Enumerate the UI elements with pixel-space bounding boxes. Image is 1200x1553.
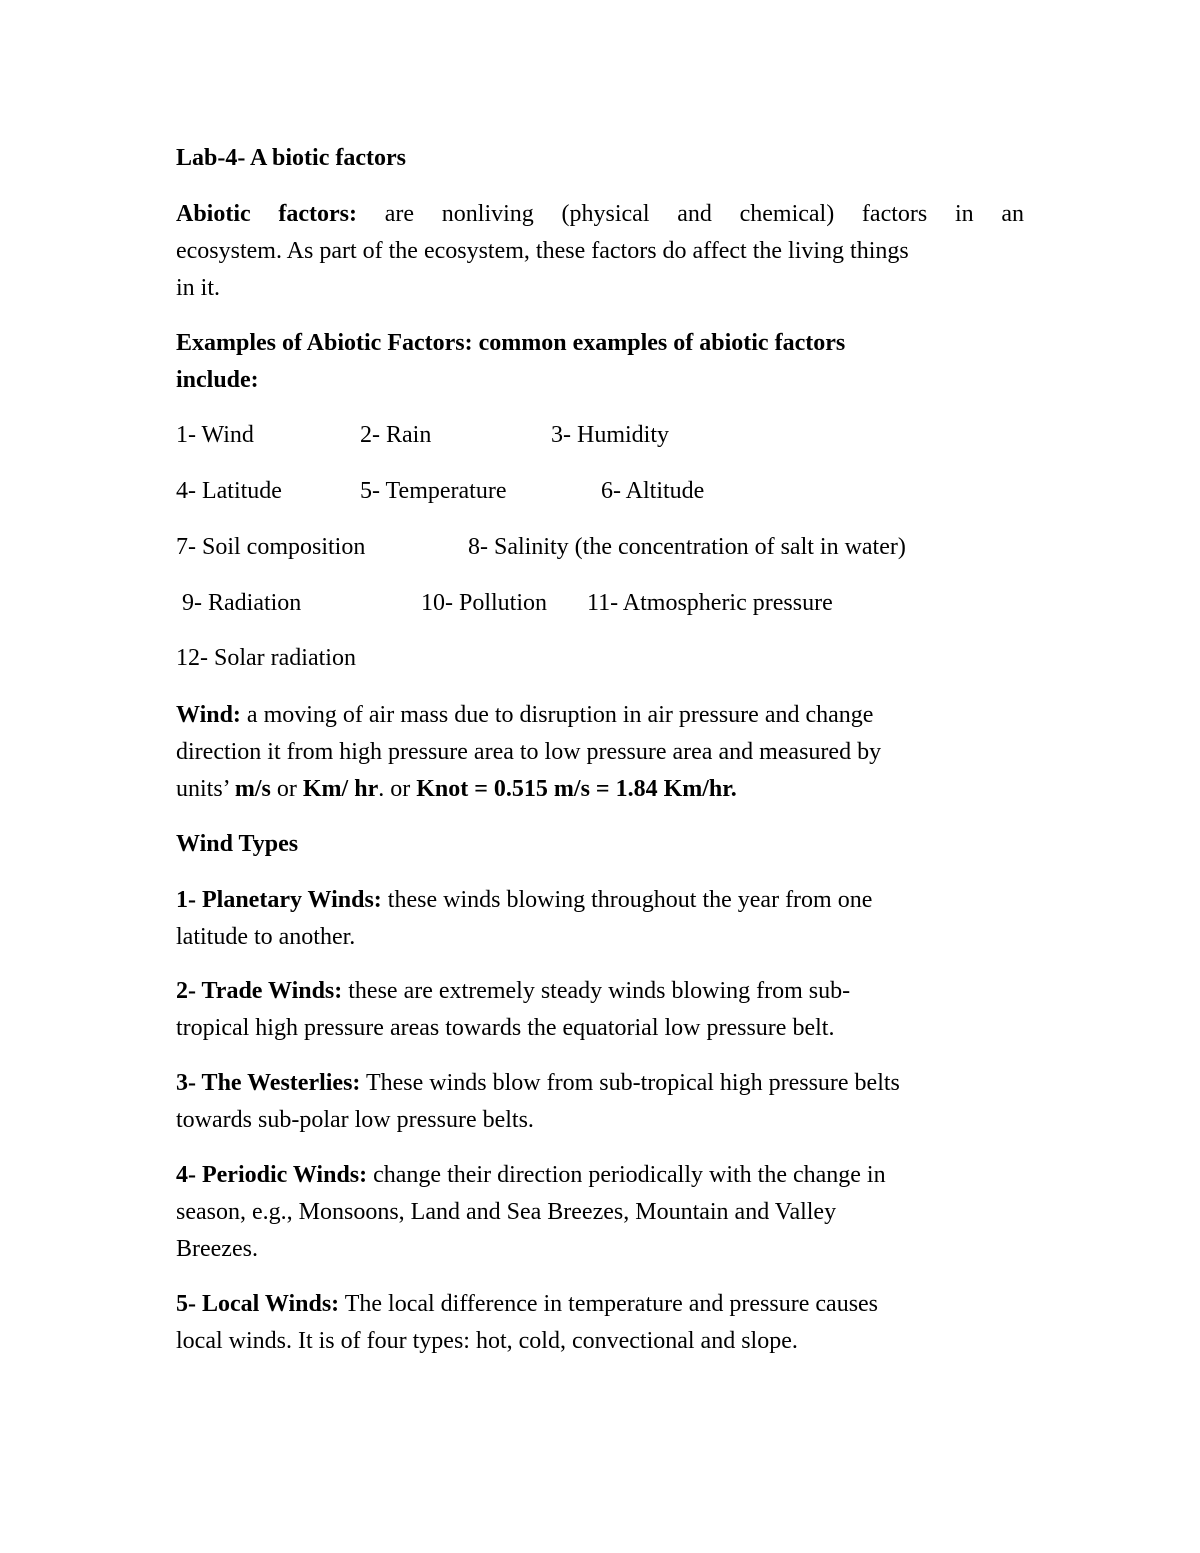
factor-item: 8- Salinity (the concentration of salt in water) xyxy=(468,534,906,560)
factor-item: 3- Humidity xyxy=(551,422,669,448)
wind-type-periodic xyxy=(176,1157,1024,1268)
wind-type-term: 5- Local Winds: xyxy=(176,1291,340,1317)
definition-term: Abiotic factors: xyxy=(176,201,358,227)
factor-item: 7- Soil composition xyxy=(176,534,366,560)
wind-type-text: Breezes. xyxy=(176,1236,258,1262)
definition-line-3: in it. xyxy=(176,275,221,301)
definition-line-1 xyxy=(176,196,1024,233)
wind-type-text: change their direction periodically with the change in xyxy=(367,1162,886,1188)
wind-type-text: towards sub-polar low pressure belts. xyxy=(176,1107,534,1133)
abiotic-definition xyxy=(176,196,1024,307)
factor-item: 9- Radiation xyxy=(182,590,302,616)
wind-types-heading-text: Wind Types xyxy=(176,831,299,857)
wind-type-text: season, e.g., Monsoons, Land and Sea Breezes, Mountain and Valley xyxy=(176,1199,837,1225)
wind-type-term: 2- Trade Winds: xyxy=(176,978,343,1004)
title-text: Lab-4- A biotic factors xyxy=(176,145,406,171)
document-title xyxy=(176,140,1024,177)
wind-units-prefix: units’ xyxy=(176,776,235,802)
wind-or-2: . or xyxy=(378,776,417,802)
definition-text-1: are nonliving (physical and chemical) factors in an xyxy=(384,201,1024,227)
factor-item: 1- Wind xyxy=(176,422,254,448)
wind-type-local xyxy=(176,1286,1024,1360)
examples-heading xyxy=(176,325,1024,399)
wind-type-text: tropical high pressure areas towards the equatorial low pressure belt. xyxy=(176,1015,835,1041)
wind-text-1: a moving of air mass due to disruption in air pressure and change xyxy=(246,702,874,728)
factor-item: 2- Rain xyxy=(360,422,432,448)
factor-item: 5- Temperature xyxy=(360,478,507,504)
wind-or-1: or xyxy=(270,776,303,802)
wind-term: Wind: xyxy=(176,702,241,728)
wind-type-term: 3- The Westerlies: xyxy=(176,1070,361,1096)
wind-type-planetary xyxy=(176,882,1024,956)
wind-line-2: direction it from high pressure area to low pressure area and measured by xyxy=(176,739,882,765)
wind-knot-conversion: Knot = 0.515 m/s = 1.84 Km/hr. xyxy=(416,776,737,802)
wind-type-text: The local difference in temperature and pressure causes xyxy=(339,1291,879,1317)
factor-item: 11- Atmospheric pressure xyxy=(587,590,833,616)
wind-type-text: local winds. It is of four types: hot, cold, convectional and slope. xyxy=(176,1328,798,1354)
factor-item: 6- Altitude xyxy=(601,478,705,504)
wind-line-1 xyxy=(176,697,1024,734)
examples-heading-line-1: Examples of Abiotic Factors: common examples of abiotic factors xyxy=(176,330,846,356)
wind-type-trade xyxy=(176,973,1024,1047)
wind-unit-kmhr: Km/ hr xyxy=(302,776,379,802)
wind-type-text: latitude to another. xyxy=(176,924,356,950)
factor-item: 12- Solar radiation xyxy=(176,645,356,671)
wind-type-text: These winds blow from sub-tropical high pressure belts xyxy=(360,1070,900,1096)
wind-definition xyxy=(176,697,1024,808)
wind-type-term: 4- Periodic Winds: xyxy=(176,1162,368,1188)
wind-line-3 xyxy=(176,771,1024,808)
wind-unit-ms: m/s xyxy=(234,776,271,802)
factor-item: 4- Latitude xyxy=(176,478,282,504)
wind-types-heading xyxy=(176,826,1024,863)
factor-item: 10- Pollution xyxy=(421,590,548,616)
wind-type-text: these are extremely steady winds blowing from sub- xyxy=(342,978,851,1004)
wind-type-westerlies xyxy=(176,1065,1024,1139)
definition-line-2: ecosystem. As part of the ecosystem, these factors do affect the living things xyxy=(176,238,909,264)
wind-type-term: 1- Planetary Winds: xyxy=(176,887,382,913)
examples-heading-line-2: include: xyxy=(176,367,259,393)
wind-type-text: these winds blowing throughout the year from one xyxy=(381,887,873,913)
